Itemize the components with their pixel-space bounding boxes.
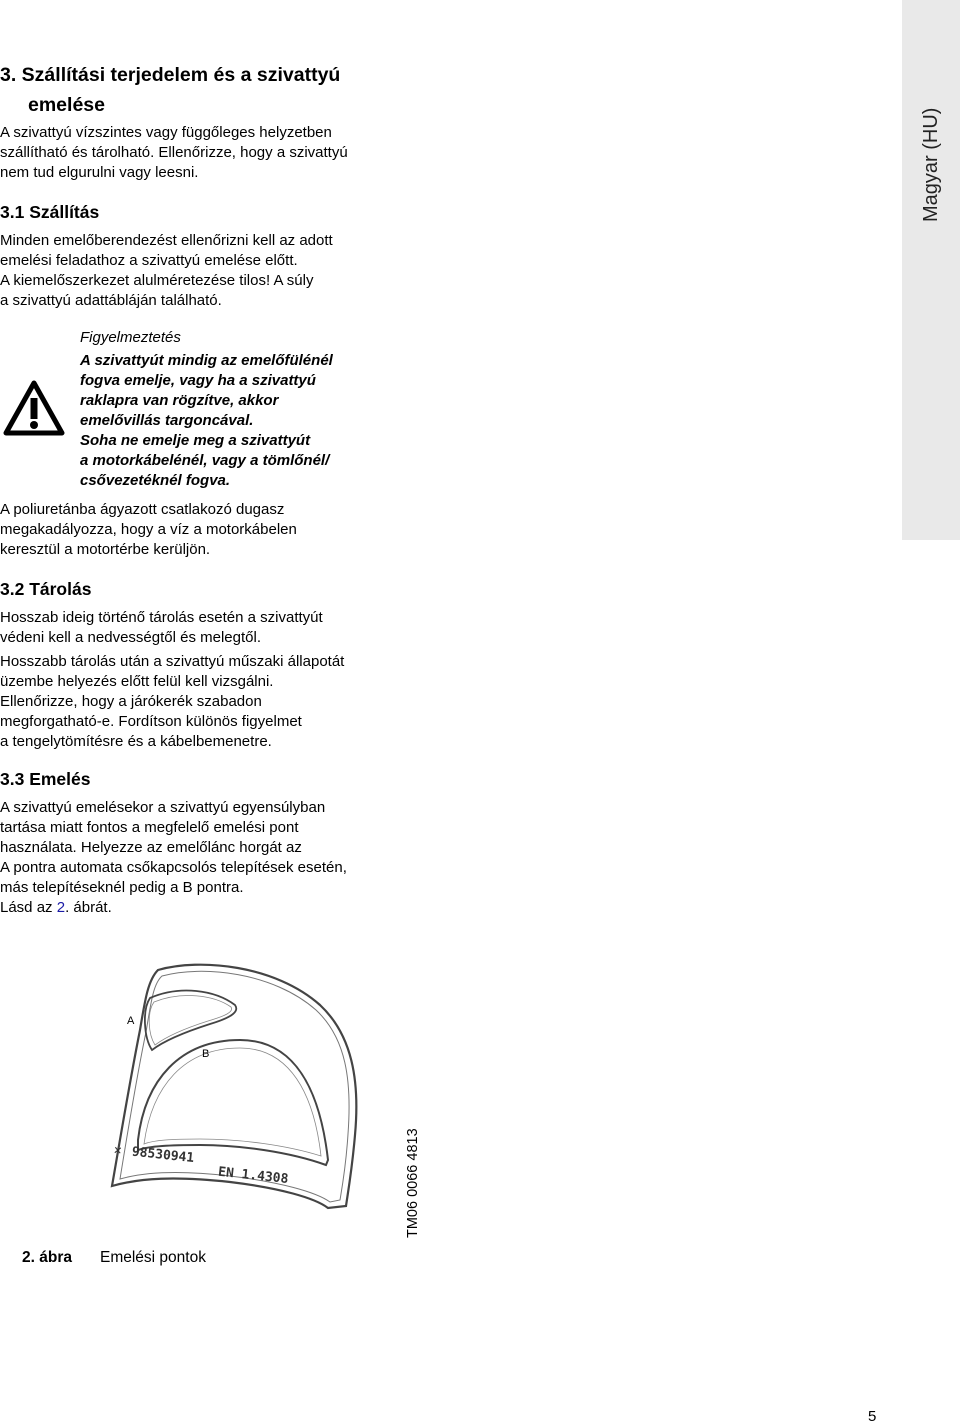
- text-line: megforgatható-e. Fordítson különös figyelmet: [0, 713, 302, 730]
- section-3-2-title: 3.2 Tárolás: [0, 579, 92, 599]
- section-3-title: [0, 60, 340, 120]
- section-3-title-line2: emelése: [28, 94, 105, 116]
- plate-number: 98530941: [131, 1144, 195, 1167]
- text-line: A kiemelőszerkezet alulméretezése tilos! A súly: [0, 272, 314, 289]
- warning-triangle-icon: [2, 378, 66, 438]
- figure-code: TM06 0066 4813: [405, 1128, 421, 1238]
- section-3-title-line1: 3. Szállítási terjedelem és a szivattyú: [0, 64, 341, 86]
- text-line: A pontra automata csőkapcsolós telepítések esetén,: [0, 859, 347, 876]
- plate-material: EN 1.4308: [217, 1164, 290, 1188]
- section-3-1-body: [0, 231, 333, 311]
- text-line: A szivattyú vízszintes vagy függőleges helyzetben: [0, 124, 332, 141]
- lift-point-a-label: A: [127, 1015, 135, 1027]
- section-3-3-title: 3.3 Emelés: [0, 769, 91, 789]
- figure-link[interactable]: 2: [56, 899, 66, 916]
- page-number: 5: [868, 1408, 877, 1425]
- warning-block: [80, 328, 333, 491]
- text-line: tartása miatt fontos a megfelelő emelési pont: [0, 819, 299, 836]
- figure-caption-number: 2. ábra: [22, 1249, 72, 1266]
- warning-line: csővezetéknél fogva.: [80, 472, 231, 489]
- lifting-bracket-figure: [90, 960, 390, 1230]
- text-line: A poliuretánba ágyazott csatlakozó dugasz: [0, 501, 285, 518]
- text-line: Hosszab ideig történő tárolás esetén a szivattyút: [0, 609, 323, 626]
- text-line: szállítható és tárolható. Ellenőrizze, hogy a szivattyú: [0, 144, 348, 161]
- section-3-3-body: [0, 798, 347, 918]
- figure-caption-text: Emelési pontok: [99, 1249, 206, 1266]
- ref-prefix: Lásd az: [0, 899, 57, 916]
- section-3-1-after: [0, 500, 297, 560]
- lift-point-b-label: B: [202, 1048, 210, 1060]
- section-3-2-para1: [0, 608, 323, 648]
- warning-line: A szivattyút mindig az emelőfülénél: [80, 352, 333, 369]
- warning-line: a motorkábelénél, vagy a tömlőnél/: [80, 452, 330, 469]
- text-line: A szivattyú emelésekor a szivattyú egyensúlyban: [0, 799, 326, 816]
- text-line: keresztül a motortérbe kerüljön.: [0, 541, 211, 558]
- text-line: használata. Helyezze az emelőlánc horgát az: [0, 839, 302, 856]
- warning-line: raklapra van rögzítve, akkor: [80, 392, 279, 409]
- text-line: Minden emelőberendezést ellenőrizni kell az adott: [0, 232, 333, 249]
- language-tab: [902, 0, 960, 540]
- text-line: védeni kell a nedvességtől és melegtől.: [0, 629, 261, 646]
- text-line: a szivattyú adattábláján található.: [0, 292, 222, 309]
- text-line: nem tud elgurulni vagy leesni.: [0, 164, 199, 181]
- figure-caption: [22, 1246, 206, 1270]
- section-3-1-title: 3.1 Szállítás: [0, 202, 100, 222]
- figure-reference: [0, 898, 347, 918]
- language-label: Magyar (HU): [920, 107, 942, 222]
- text-line: a tengelytömítésre és a kábelbemenetre.: [0, 733, 272, 750]
- warning-line: fogva emelje, vagy ha a szivattyú: [80, 372, 316, 389]
- text-line: más telepítéseknél pedig a B pontra.: [0, 879, 244, 896]
- plate-logo-icon: ✕: [113, 1142, 123, 1159]
- warning-text: [80, 351, 333, 491]
- warning-line: Soha ne emelje meg a szivattyút: [80, 432, 311, 449]
- ref-suffix: . ábrát.: [65, 899, 112, 916]
- section-3-2-para2: [0, 652, 344, 752]
- text-line: megakadályozza, hogy a víz a motorkábelen: [0, 521, 297, 538]
- text-line: Ellenőrizze, hogy a járókerék szabadon: [0, 693, 262, 710]
- text-line: üzembe helyezés előtt felül kell vizsgálni.: [0, 673, 274, 690]
- text-line: Hosszabb tárolás után a szivattyú műszaki állapotát: [0, 653, 345, 670]
- warning-heading: Figyelmeztetés: [80, 329, 181, 346]
- section-3-intro: [0, 123, 348, 183]
- warning-line: emelővillás targoncával.: [80, 412, 254, 429]
- text-line: emelési feladathoz a szivattyú emelése előtt.: [0, 252, 298, 269]
